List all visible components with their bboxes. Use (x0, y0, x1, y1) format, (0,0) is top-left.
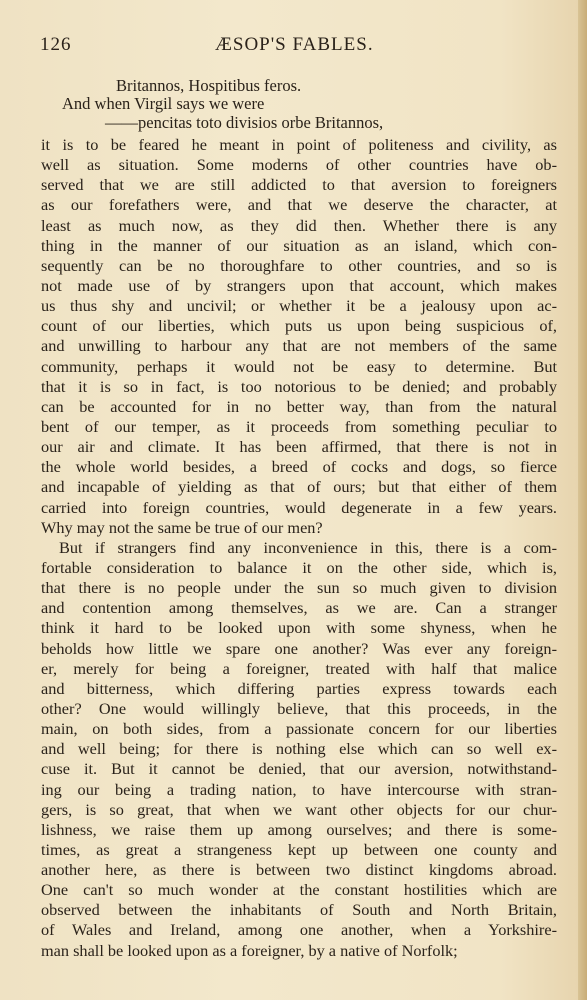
text-line: and bitterness, which differing parties express towards each (41, 678, 557, 698)
text-line: man shall be looked upon as a foreigner, by a native of Norfolk; (41, 940, 458, 960)
text-line: times, as great a strangeness kept up between one county and (41, 839, 557, 859)
verse-line: And when Virgil says we were (62, 94, 265, 113)
text-line: and incapable of yielding as that of ours; but that either of them (41, 477, 557, 497)
text-line: that it is so in fact, is too notorious to be denied; and probably (41, 376, 557, 396)
text-line: sequently can be no thoroughfare to other countries, and so is (41, 255, 557, 275)
text-line: cuse it. But it cannot be denied, that our aversion, notwithstand- (41, 759, 557, 779)
text-line: er, merely for being a foreigner, treated with half that malice (41, 658, 557, 678)
text-line: But if strangers find any inconvenience in this, there is a com- (59, 537, 557, 557)
text-line: bent of our temper, as it proceeds from something peculiar to (41, 416, 557, 436)
text-line: can be accounted for in no better way, than from the natural (41, 396, 557, 416)
text-line: gers, is so great, that when we want other objects for our chur- (41, 799, 557, 819)
text-line: us thus shy and uncivil; or whether it be a jealousy upon ac- (41, 296, 557, 316)
text-line: thing in the manner of our situation as an island, which con- (41, 235, 557, 255)
text-line: Why may not the same be true of our men? (41, 517, 323, 537)
text-line: least as much now, as they did then. Whether there is any (41, 215, 557, 235)
text-line: another here, as there is between two distinct kingdoms abroad. (41, 860, 557, 880)
text-line: observed between the inhabitants of South and North Britain, (41, 900, 557, 920)
text-line: and unwilling to harbour any that are not members of the same (41, 336, 557, 356)
running-head: ÆSOP'S FABLES. (215, 34, 374, 55)
text-line: as our forefathers were, and that we deserve the character, at (41, 195, 557, 215)
text-line: our air and climate. It has been affirmed, that there is not in (41, 437, 557, 457)
text-line: served that we are still addicted to that aversion to foreigners (41, 175, 557, 195)
text-line: One can't so much wonder at the constant hostilities which are (41, 880, 557, 900)
text-line: not made use of by strangers upon that account, which makes (41, 275, 557, 295)
text-line: other? One would willingly believe, that this proceeds, in the (41, 698, 557, 718)
text-line: lishness, we raise them up among ourselves; and there is some- (41, 819, 557, 839)
page-header (40, 34, 560, 58)
text-line: community, perhaps it would not be easy to determine. But (41, 356, 557, 376)
text-line: and well being; for there is nothing else which can so well ex- (41, 739, 557, 759)
text-line: it is to be feared he meant in point of politeness and civility, as (41, 135, 557, 154)
text-line: ing our being a trading nation, to have intercourse with stran- (41, 779, 557, 799)
page-number: 126 (40, 34, 72, 55)
text-line: carried into foreign countries, would degenerate in a few years. (41, 497, 557, 517)
page-edge (578, 0, 587, 1000)
text-line: beholds how little we spare one another? Was ever any foreign- (41, 638, 557, 658)
verse-line: Britannos, Hospitibus feros. (116, 76, 302, 95)
text-line: well as situation. Some moderns of other countries have ob- (41, 155, 557, 175)
text-line: that there is no people under the sun so much given to division (41, 578, 557, 598)
body-text (41, 135, 557, 961)
text-line: fortable consideration to balance it on the other side, which is, (41, 557, 557, 577)
text-line: main, on both sides, from a passionate concern for our liberties (41, 719, 557, 739)
text-line: the whole world besides, a breed of cocks and dogs, so fierce (41, 457, 557, 477)
verse-line: ——pencitas toto divisios orbe Britannos, (105, 113, 384, 132)
text-line: of Wales and Ireland, among one another, when a Yorkshire- (41, 920, 557, 940)
text-line: and contention among themselves, as we are. Can a stranger (41, 598, 557, 618)
text-line: think it hard to be looked upon with some shyness, when he (41, 618, 557, 638)
text-line: count of our liberties, which puts us upon being suspicious of, (41, 316, 557, 336)
